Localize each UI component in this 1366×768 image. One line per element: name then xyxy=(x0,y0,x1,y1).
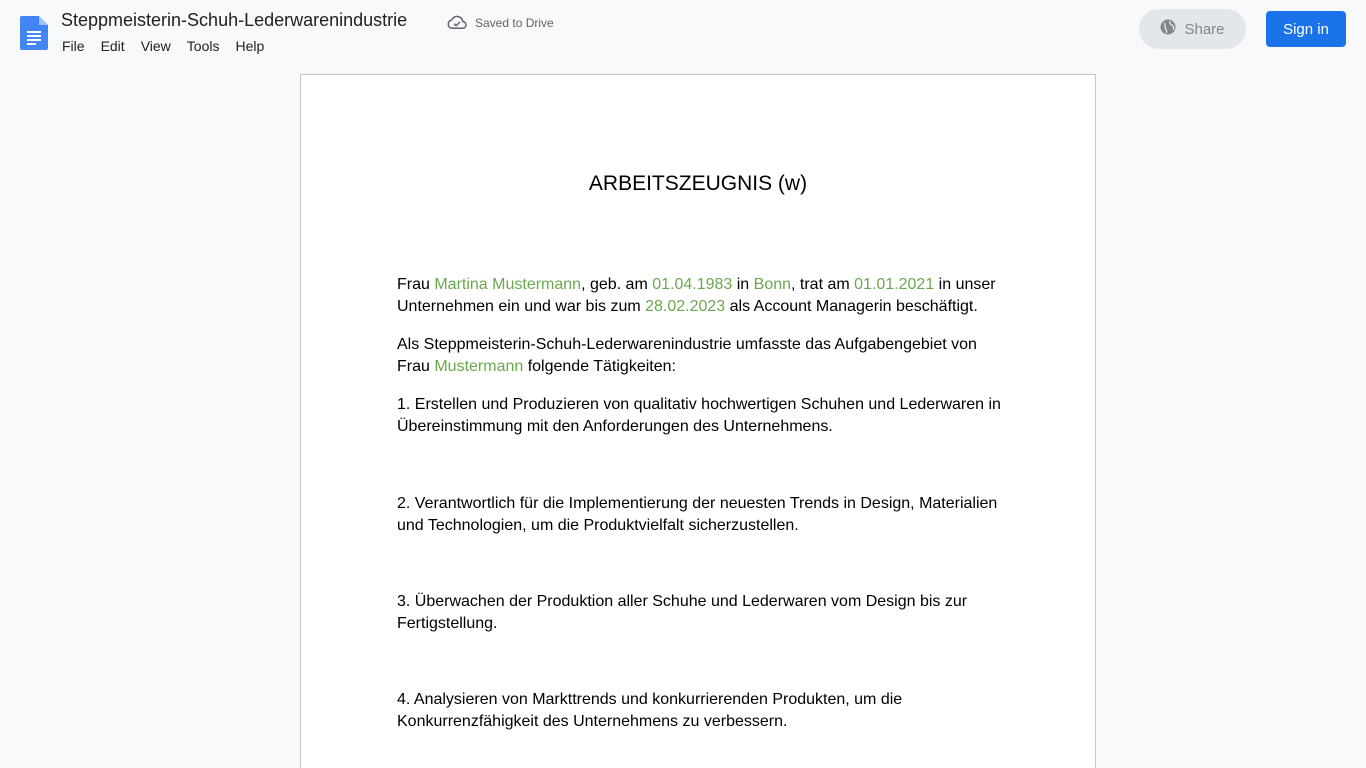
duty-item-3: 3. Überwachen der Produktion aller Schuhe und Lederwaren vom Design bis zur Fertigstellung. xyxy=(397,593,968,632)
text-run: Frau xyxy=(397,276,435,293)
field-birth-city: Bonn xyxy=(753,276,792,293)
field-birth-date: 01.04.1983 xyxy=(652,276,733,293)
menu-bar xyxy=(54,36,272,56)
field-start-date: 01.01.2021 xyxy=(854,276,935,293)
duty-item-4: 4. Analysieren von Markttrends und konkurrierenden Produkten, um die Konkurrenzfähigkeit des Unternehmens zu verbessern. xyxy=(397,691,903,730)
field-end-date: 28.02.2023 xyxy=(645,298,726,315)
menu-edit[interactable]: Edit xyxy=(100,38,125,54)
google-docs-icon[interactable] xyxy=(20,16,48,50)
app-header xyxy=(0,0,1366,64)
field-surname: Mustermann xyxy=(434,358,524,375)
sign-in-button[interactable]: Sign in xyxy=(1266,11,1346,47)
field-name: Martina Mustermann xyxy=(434,276,582,293)
menu-file[interactable]: File xyxy=(62,38,85,54)
share-button-label: Share xyxy=(1184,20,1225,38)
duty-item-1: 1. Erstellen und Produzieren von qualitativ hochwertigen Schuhen und Lederwaren in Übereinstimmung mit den Anforderungen des Unternehmens. xyxy=(397,396,1001,435)
duty-item-2: 2. Verantwortlich für die Implementierung der neuesten Trends in Design, Materialien und Technologien, um die Produktvielfalt sicherzustellen. xyxy=(397,495,998,534)
text-run: , trat am xyxy=(791,276,855,293)
save-status-label: Saved to Drive xyxy=(475,16,554,30)
paragraph-duties-intro xyxy=(397,334,1007,378)
cloud-done-icon xyxy=(447,14,467,33)
document-heading: ARBEITSZEUGNIS (w) xyxy=(588,172,808,195)
menu-help[interactable]: Help xyxy=(235,38,265,54)
globe-icon xyxy=(1160,19,1176,39)
text-run: , geb. am xyxy=(581,276,653,293)
paragraph-intro xyxy=(397,274,1007,318)
save-status xyxy=(447,14,554,32)
share-button[interactable] xyxy=(1139,9,1246,49)
text-run: folgende Tätigkeiten: xyxy=(523,358,676,375)
text-run: in unser Unternehmen ein und war bis zum xyxy=(397,276,996,315)
document-page[interactable] xyxy=(300,74,1096,768)
text-run: in xyxy=(732,276,754,293)
text-run: als Account Managerin beschäftigt. xyxy=(725,298,978,315)
document-title[interactable]: Steppmeisterin-Schuh-Lederwarenindustrie xyxy=(61,10,408,30)
text-run: Als Steppmeisterin-Schuh-Lederwarenindustrie umfasste das Aufgabengebiet von Frau xyxy=(397,336,977,375)
menu-view[interactable]: View xyxy=(140,38,171,54)
menu-tools[interactable]: Tools xyxy=(186,38,220,54)
